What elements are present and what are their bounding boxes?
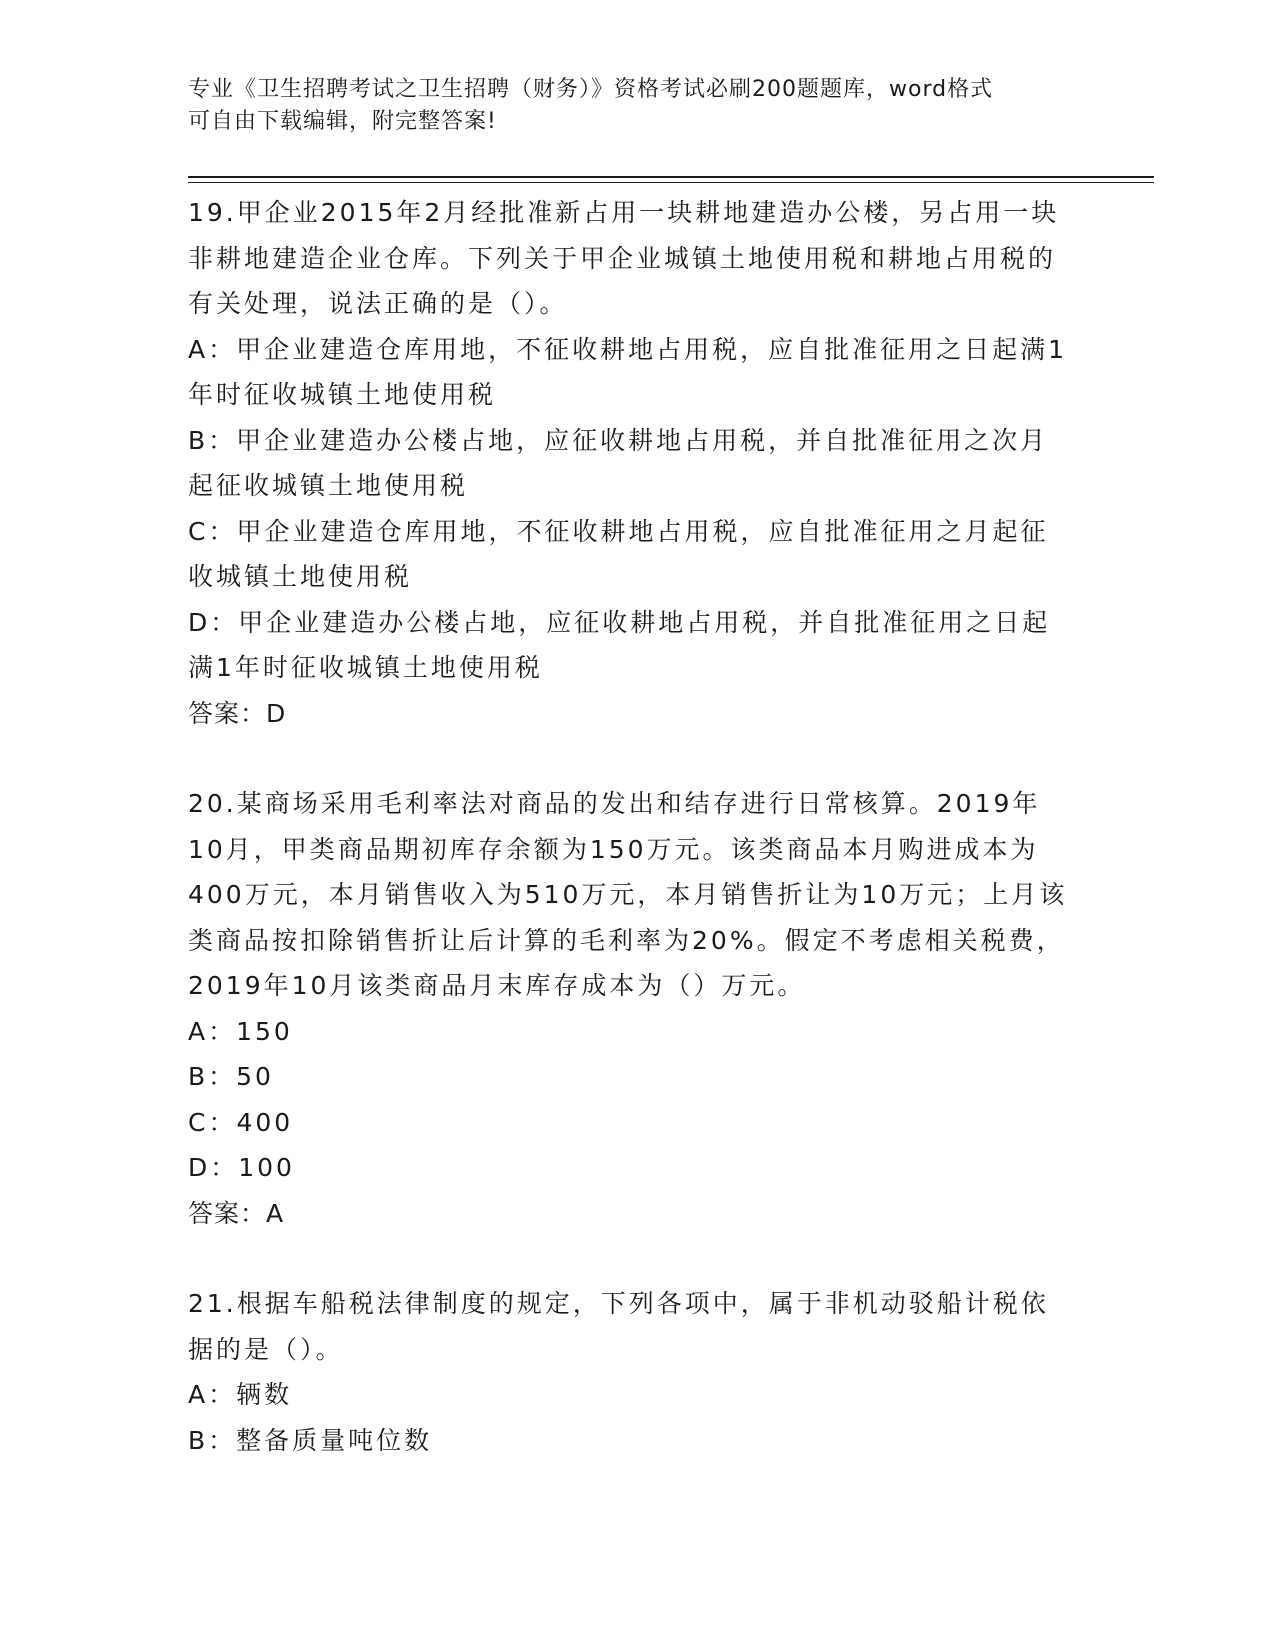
option-b: B：50 <box>188 1062 274 1091</box>
option-b: B：甲企业建造办公楼占地，应征收耕地占用税，并自批准征用之次月起征收城镇土地使用税 <box>188 425 1049 500</box>
option-b: B：整备质量吨位数 <box>188 1425 433 1455</box>
option-a: A：辆数 <box>188 1380 293 1409</box>
option-d: D：甲企业建造办公楼占地，应征收耕地占用税，并自批准征用之日起满1年时征收城镇土地使用税 <box>188 607 1051 682</box>
option-d: D：100 <box>188 1153 295 1182</box>
option-a: A：甲企业建造仓库用地，不征收耕地占用税，应自批准征用之日起满1年时征收城镇土地使用税 <box>188 334 1068 409</box>
header-title-line-1: 专业《卫生招聘考试之卫生招聘（财务）》资格考试必刷200题题库，word格式 <box>188 77 994 102</box>
header-title-line-2: 可自由下载编辑，附完整答案! <box>188 109 497 134</box>
question-list <box>188 190 1068 1463</box>
question-stem: 20.某商场采用毛利率法对商品的发出和结存进行日常核算。2019年10月，甲类商品期初库存余额为150万元。该类商品本月购进成本为400万元，本月销售收入为510万元，本月销售折让为10万元；上月该类商品按扣除销售折让后计算的毛利率为20%。假定不考虑相关税费，2019年10月该类商品月末库存成本为（）万元。 <box>188 789 1068 1000</box>
option-c: C：甲企业建造仓库用地，不征收耕地占用税，应自批准征用之月起征收城镇土地使用税 <box>188 516 1049 591</box>
option-c: C：400 <box>188 1107 294 1137</box>
option-a: A：150 <box>188 1016 293 1046</box>
question-20 <box>188 781 1068 1236</box>
answer-label: 答案：D <box>188 698 287 728</box>
question-19 <box>188 190 1068 736</box>
question-21 <box>188 1281 1068 1463</box>
answer-label: 答案：A <box>188 1198 285 1228</box>
document-header <box>188 74 1068 138</box>
question-stem: 19.甲企业2015年2月经批准新占用一块耕地建造办公楼，另占用一块非耕地建造企业仓库。下列关于甲企业城镇土地使用税和耕地占用税的有关处理，说法正确的是（）。 <box>188 198 1060 318</box>
header-divider-thick <box>188 176 1154 178</box>
header-divider-thin <box>188 182 1154 183</box>
question-stem: 21.根据车船税法律制度的规定，下列各项中，属于非机动驳船计税依据的是（）。 <box>188 1289 1049 1364</box>
